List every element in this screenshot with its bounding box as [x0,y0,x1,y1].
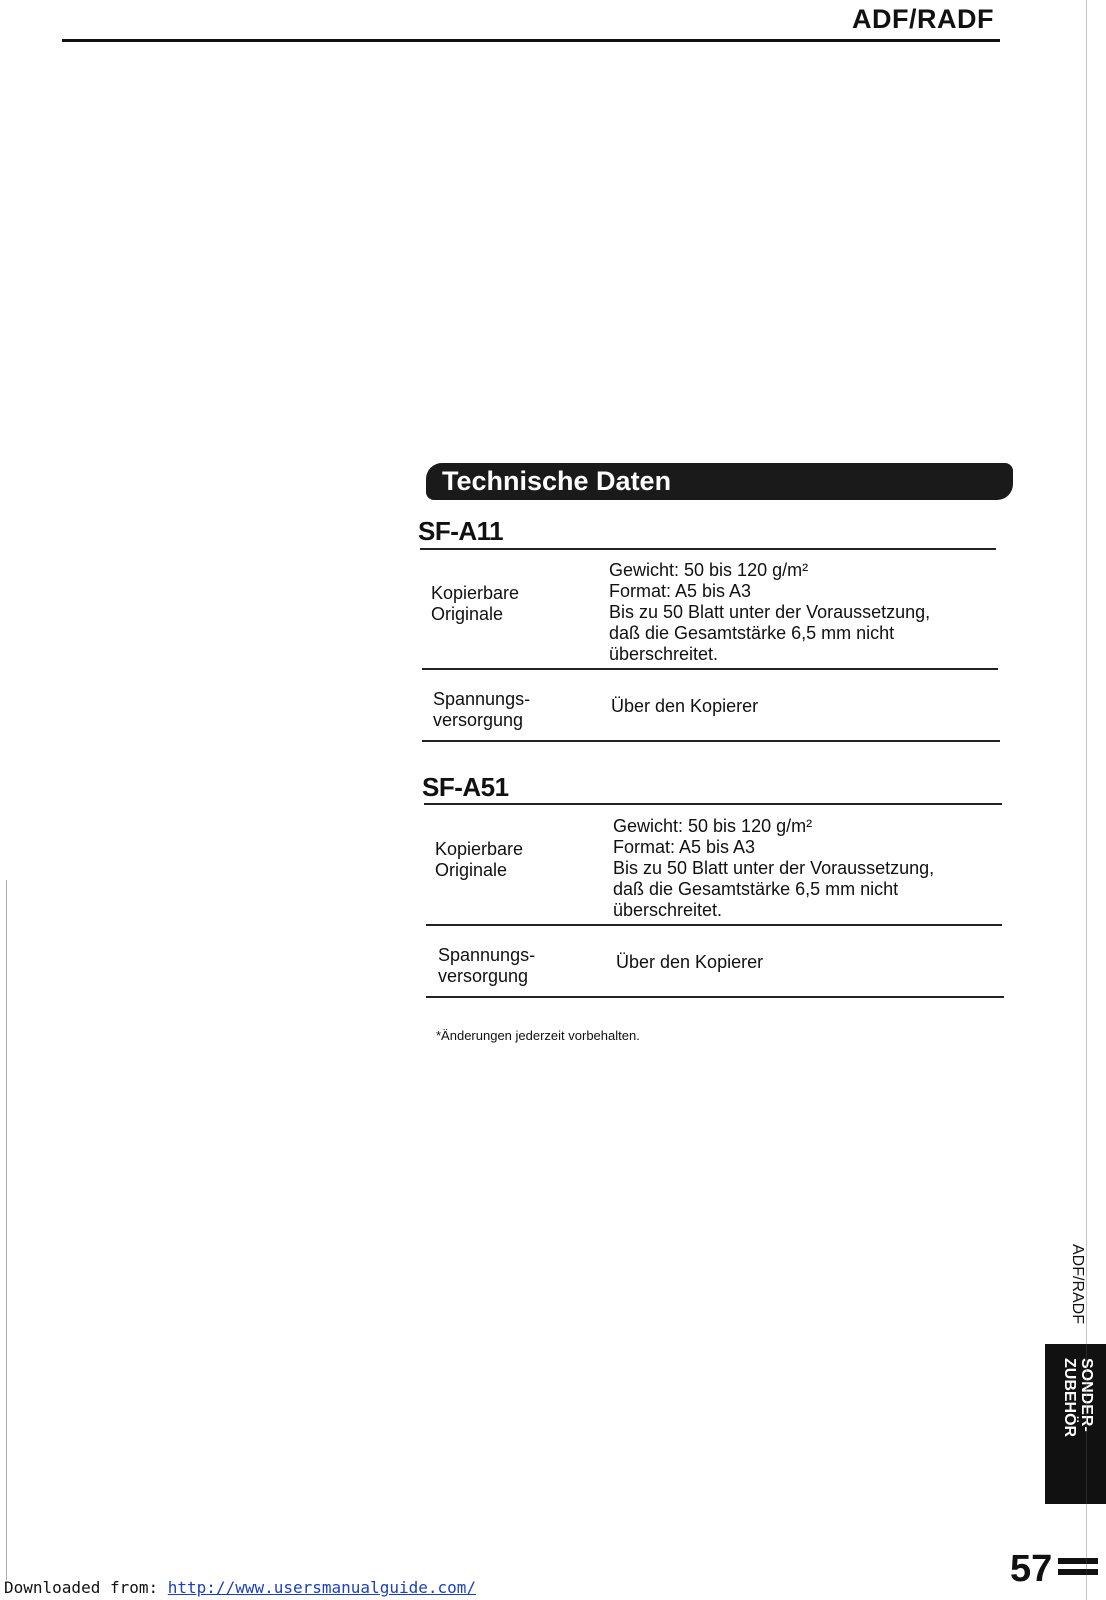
row-value-line: Format: A5 bis A3 [613,837,756,857]
download-link[interactable]: http://www.usersmanualguide.com/ [167,1578,477,1597]
row-label-line: Kopierbare [435,839,524,859]
row-label-line: Spannungs- [433,689,531,709]
row-value-line: Gewicht: 50 bis 120 g/m² [609,560,809,580]
row-label-line: versorgung [433,710,524,730]
row-value-line: Über den Kopierer [616,952,764,972]
row-label [438,945,535,987]
download-prefix: Downloaded from: [4,1578,159,1597]
page-number: 57 [1010,1548,1053,1590]
scan-edge-line [1086,0,1087,1600]
table-rule [422,740,1000,742]
row-label-line: Spannungs- [438,945,536,965]
row-label-line: versorgung [438,966,529,986]
download-line [4,1578,476,1597]
table-rule [420,548,996,550]
row-value-line: daß die Gesamtstärke 6,5 mm nicht [613,879,899,899]
table-rule [424,803,1002,805]
table-rule [426,996,1004,998]
row-value [611,696,758,717]
side-tab [1045,1344,1106,1504]
row-label [435,839,523,881]
row-value-line: Bis zu 50 Blatt unter der Voraussetzung, [613,858,935,878]
row-value-line: Über den Kopierer [611,696,759,716]
scan-edge-line [6,880,7,1580]
row-label-line: Kopierbare [431,583,520,603]
model-title: SF-A51 [422,772,509,802]
side-section-label-text: ADF/RADF [1069,1244,1086,1324]
side-tab-line: SONDER- [1078,1358,1095,1432]
row-label [431,583,519,625]
section-banner [426,463,1013,500]
row-value-line: daß die Gesamtstärke 6,5 mm nicht [609,623,895,643]
row-value [613,816,934,921]
row-label [433,689,530,731]
page-number-bars [1058,1556,1098,1578]
row-value-line: Gewicht: 50 bis 120 g/m² [613,816,813,836]
row-value [616,952,763,973]
row-value-line: überschreitet. [613,900,723,920]
row-label-line: Originale [431,604,504,624]
row-value-line: überschreitet. [609,644,719,664]
table-rule [426,924,1002,926]
section-title: Technische Daten [442,466,672,496]
side-tab-text [1061,1358,1095,1437]
page-header-title: ADF/RADF [852,4,994,34]
header-rule [62,39,1000,42]
row-value [609,560,930,665]
footnote: *Änderungen jederzeit vorbehalten. [436,1028,640,1043]
model-title: SF-A11 [418,516,504,546]
row-value-line: Bis zu 50 Blatt unter der Voraussetzung, [609,602,931,622]
side-tab-line: ZUBEHÖR [1061,1358,1078,1438]
row-label-line: Originale [435,860,508,880]
table-rule [422,668,998,670]
row-value-line: Format: A5 bis A3 [609,581,752,601]
